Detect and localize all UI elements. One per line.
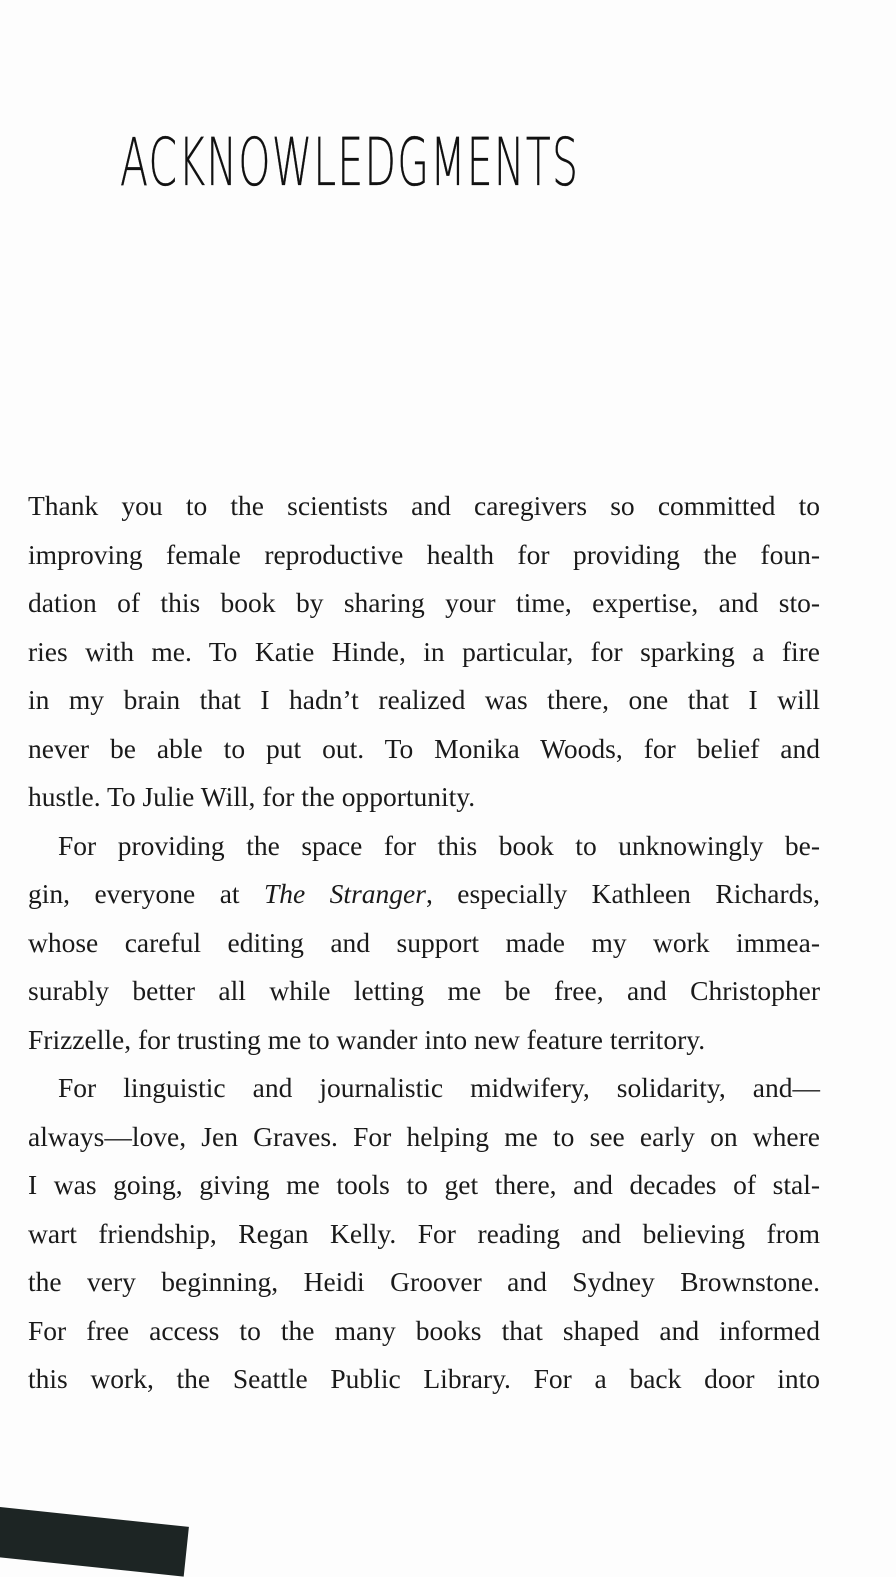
- text-segment: Frizzelle, for trusting me to wander into new feature territory.: [28, 1023, 706, 1055]
- text-segment: never be able to put out. To Monika Woods, for belief and: [28, 732, 820, 764]
- text-line: [28, 1355, 820, 1404]
- text-line: [28, 1161, 820, 1210]
- text-line: [28, 870, 820, 919]
- text-segment: ries with me. To Katie Hinde, in particular, for sparking a fire: [28, 635, 820, 667]
- text-line: [28, 1210, 820, 1259]
- text-segment: dation of this book by sharing your time, expertise, and sto-: [28, 587, 820, 618]
- text-line: [28, 1016, 820, 1065]
- text-segment: , especially Kathleen Richards,: [425, 878, 820, 909]
- text-segment: For linguistic and journalistic midwifery, solidarity, and—: [58, 1072, 820, 1103]
- text-segment: hustle. To Julie Will, for the opportunity.: [28, 781, 476, 812]
- text-segment: improving female reproductive health for providing the foun-: [28, 538, 820, 570]
- text-line: [28, 482, 820, 531]
- text-line: [28, 725, 820, 774]
- photo-edge-shadow: [0, 1506, 189, 1577]
- text-line: [28, 676, 820, 725]
- text-segment: the very beginning, Heidi Groover and Sydney Brownstone.: [28, 1266, 820, 1297]
- text-line: [28, 822, 820, 871]
- text-line: [28, 967, 820, 1016]
- text-segment: this work, the Seattle Public Library. For a back door into: [28, 1363, 820, 1394]
- text-segment: For providing the space for this book to unknowingly be-: [58, 829, 820, 861]
- acknowledgments-text: [28, 482, 820, 1404]
- text-segment: I was going, giving me tools to get there, and decades of stal-: [28, 1169, 820, 1200]
- text-line: [28, 1307, 820, 1356]
- text-line: [28, 1064, 820, 1113]
- page-title: ACKNOWLEDGMENTS: [120, 124, 580, 202]
- text-line: [28, 919, 820, 968]
- text-segment: Thank you to the scientists and caregivers so committed to: [28, 490, 820, 521]
- text-line: [28, 1113, 820, 1162]
- text-segment: whose careful editing and support made my work immea-: [28, 926, 820, 958]
- text-line: [28, 579, 820, 628]
- italic-title: The Stranger: [263, 878, 426, 909]
- text-segment: gin, everyone at: [28, 878, 264, 909]
- text-line: [28, 628, 820, 677]
- text-line: [28, 531, 820, 580]
- text-segment: in my brain that I hadn’t realized was there, one that I will: [28, 684, 820, 715]
- text-segment: surably better all while letting me be free, and Christopher: [28, 975, 820, 1006]
- text-line: [28, 1258, 820, 1307]
- text-line: [28, 773, 820, 822]
- text-segment: For free access to the many books that shaped and informed: [28, 1314, 820, 1346]
- text-segment: always—love, Jen Graves. For helping me to see early on where: [28, 1120, 820, 1152]
- text-segment: wart friendship, Regan Kelly. For reading and believing from: [28, 1217, 820, 1249]
